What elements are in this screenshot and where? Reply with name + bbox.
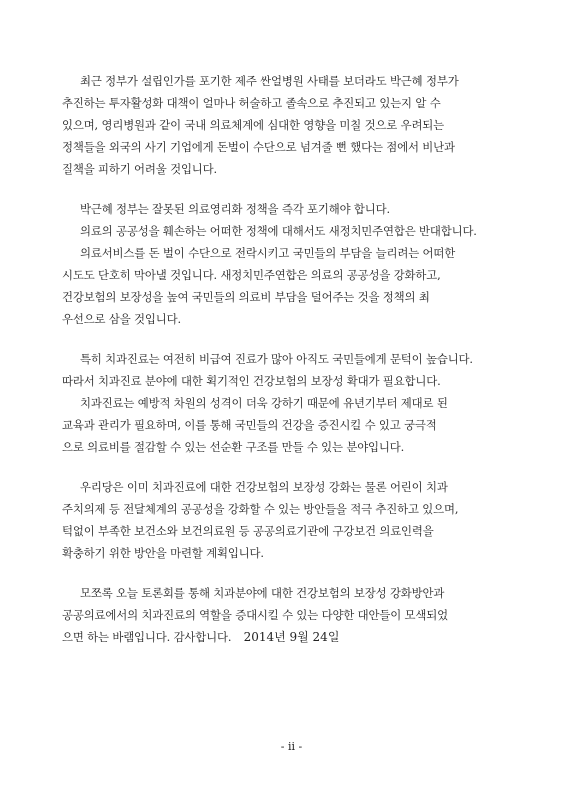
text-line: 있으며, 영리병원과 같이 국내 의료체계에 심대한 영향을 미칠 것으로 우려되는 [62, 118, 445, 132]
letter-body [62, 70, 520, 666]
page-number: - ii - [280, 740, 303, 753]
text-line: 건강보험의 보장성을 높여 국민들의 의료비 부담을 덜어주는 것을 정책의 최 [62, 290, 430, 304]
text-line: 턱없이 부족한 보건소와 보건의료원 등 공공의료기관에 구강보건 의료인력을 [62, 524, 434, 538]
text-line: 확충하기 위한 방안을 마련할 계획입니다. [62, 546, 264, 560]
text-line: 따라서 치과진료 분야에 대한 획기적인 건강보험의 보장성 확대가 필요합니다. [62, 374, 441, 388]
text-line: 모쪼록 오늘 토론회를 통해 치과분야에 대한 건강보험의 보장성 강화방안과 [80, 586, 445, 600]
paragraph-2 [62, 198, 520, 330]
text-line: 으로 의료비를 절감할 수 있는 선순환 구조를 만들 수 있는 분야입니다. [62, 440, 405, 454]
text-line: 교육과 관리가 필요하며, 이를 통해 국민들의 건강을 증진시킬 수 있고 궁극적 [62, 418, 437, 432]
text-line: 치과진료는 예방적 차원의 성격이 더욱 강하기 때문에 유년기부터 제대로 된 [80, 396, 448, 410]
text-line: 박근혜 정부는 잘못된 의료영리화 정책을 즉각 포기해야 합니다. [80, 202, 390, 216]
text-line: 으면 하는 바램입니다. 감사합니다. [62, 630, 232, 644]
text-line: 주치의제 등 전달체계의 공공성을 강화할 수 있는 방안들을 적극 추진하고 있으며, [62, 502, 459, 516]
letter-date: 2014년 9월 24일 [243, 630, 340, 644]
paragraph-3 [62, 348, 520, 458]
text-line: 공공의료에서의 치과진료의 역할을 증대시킬 수 있는 다양한 대안들이 모색되었 [62, 608, 448, 622]
text-line: 시도도 단호히 막아낼 것입니다. 새정치민주연합은 의료의 공공성을 강화하고, [62, 268, 441, 282]
paragraph-4 [62, 476, 520, 564]
text-line: 질책을 피하기 어려울 것입니다. [62, 162, 217, 176]
text-line: 특히 치과진료는 여전히 비급여 진료가 많아 아직도 국민들에게 문턱이 높습니다. [80, 352, 473, 366]
text-line: 의료의 공공성을 훼손하는 어떠한 정책에 대해서도 새정치민주연합은 반대합니다. [80, 224, 477, 238]
text-line: 최근 정부가 설립인가를 포기한 제주 싼얼병원 사태를 보더라도 박근혜 정부가 [80, 74, 459, 88]
text-line: 우리당은 이미 치과진료에 대한 건강보험의 보장성 강화는 물론 어린이 치과 [80, 480, 448, 494]
text-line: 정책들을 외국의 사기 기업에게 돈벌이 수단으로 넘겨줄 뻔 했다는 점에서 비난과 [62, 140, 455, 154]
text-line: 추진하는 투자활성화 대책이 얼마나 허술하고 졸속으로 추진되고 있는지 알 수 [62, 96, 441, 110]
paragraph-1 [62, 70, 520, 180]
text-line: 의료서비스를 돈 벌이 수단으로 전락시키고 국민들의 부담을 늘리려는 어떠한 [80, 246, 456, 260]
text-line: 우선으로 삼을 것입니다. [62, 312, 181, 326]
